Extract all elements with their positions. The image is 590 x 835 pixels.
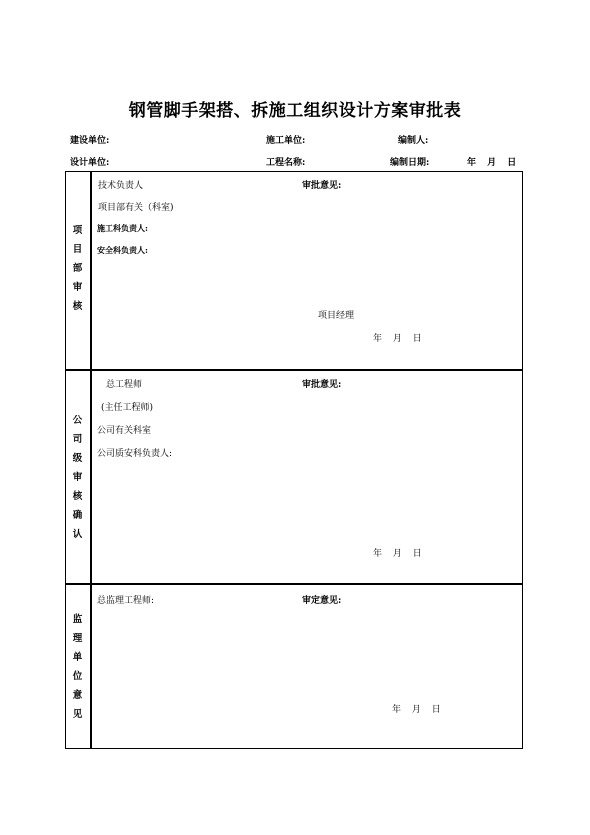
side-char: 位: [72, 671, 83, 682]
side-char: 核: [72, 301, 83, 312]
construction-unit-label: 建设单位:: [70, 136, 110, 146]
side-char: 监: [72, 614, 83, 625]
compile-date-blank: 年 月 日: [467, 158, 517, 168]
side-char: 审: [72, 472, 83, 483]
supervision-side-label: [65, 610, 90, 724]
side-char: 目: [72, 244, 83, 255]
safety-section-lead-label: 安全科负责人:: [97, 245, 148, 255]
side-char: 部: [72, 263, 83, 274]
project-related-dept-label: 项目部有关（科室): [98, 203, 174, 213]
compile-date-label: 编制日期:: [390, 158, 430, 168]
section-divider-2: [65, 583, 523, 585]
chief-supervisor-label: 总监理工程师:: [97, 596, 155, 606]
side-char: 意: [72, 690, 83, 701]
quality-safety-lead-label: 公司质安科负责人:: [97, 449, 173, 459]
tech-lead-label: 技术负责人: [98, 181, 144, 191]
company-review-side-label: [65, 411, 90, 544]
project-opinion-label: 审批意见:: [302, 181, 342, 191]
design-unit-label: 设计单位:: [70, 158, 110, 168]
company-opinion-label: 审批意见:: [302, 380, 342, 390]
project-date: 年 月 日: [373, 334, 422, 344]
side-char: 确: [72, 510, 83, 521]
company-date: 年 月 日: [373, 549, 422, 559]
company-related-dept-label: 公司有关科室: [97, 426, 152, 436]
side-char: 审: [72, 282, 83, 293]
contractor-unit-label: 施工单位:: [266, 136, 306, 146]
side-char: 认: [72, 529, 83, 540]
side-char: 核: [72, 491, 83, 502]
chief-engineer-note: (主任工程师): [101, 403, 154, 413]
supervision-date: 年 月 日: [392, 705, 441, 715]
side-char: 理: [72, 633, 83, 644]
project-review-side-label: [65, 221, 90, 316]
project-name-label: 工程名称:: [266, 158, 306, 168]
side-char: 级: [72, 453, 83, 464]
side-column-divider: [90, 171, 92, 749]
supervision-opinion-label: 审定意见:: [302, 596, 342, 606]
form-title: 钢管脚手架搭、拆施工组织设计方案审批表: [128, 101, 462, 121]
construction-section-lead-label: 施工科负责人:: [97, 223, 148, 233]
section-divider-1: [65, 369, 523, 371]
project-manager-label: 项目经理: [318, 311, 355, 321]
side-char: 项: [72, 225, 83, 236]
side-char: 公: [72, 415, 83, 426]
side-char: 单: [72, 652, 83, 663]
side-char: 司: [72, 434, 83, 445]
compiler-label: 编制人:: [398, 136, 429, 146]
side-char: 见: [72, 709, 83, 720]
chief-engineer-label: 总工程师: [106, 380, 143, 390]
approval-table: [65, 171, 523, 749]
